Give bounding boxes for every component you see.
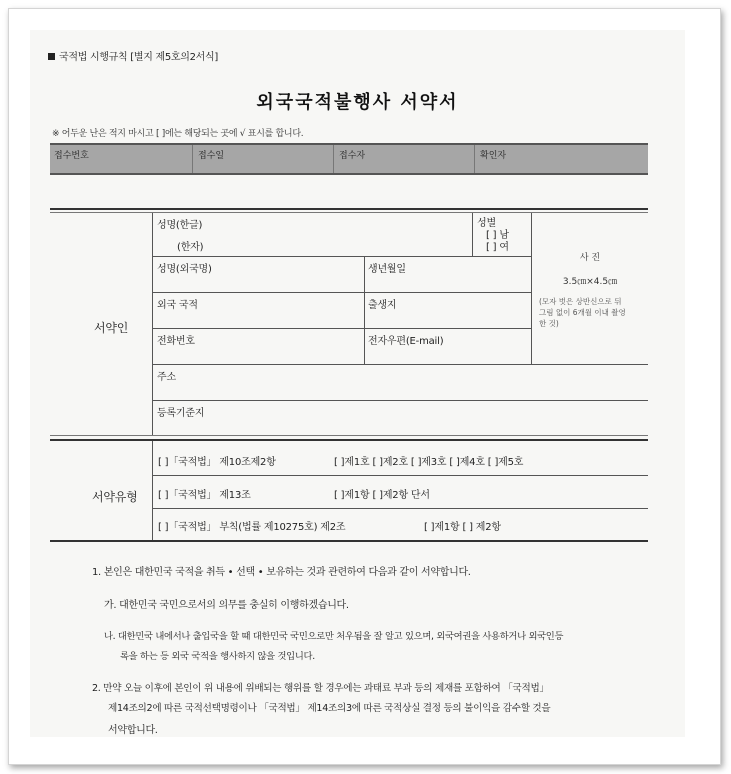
birthplace-label: 출생지 (368, 300, 397, 311)
name-hanja-label: (한자) (177, 242, 204, 253)
row-divider (152, 475, 648, 476)
form-reference: 국적법 시행규칙 [별지 제5호의2서식] (48, 48, 218, 63)
pledge-paragraph-2-line-3: 서약합니다. (108, 725, 158, 736)
phone-label: 전화번호 (157, 336, 195, 347)
pledge-item-ga: 가. 대한민국 국민으로서의 의무를 충실히 이행하겠습니다. (104, 600, 349, 611)
pledge-option-addendum[interactable]: [ ]「국적법」 부칙(법률 제10275호) 제2조 (158, 522, 346, 533)
pledger-section-label: 서약인 (94, 321, 129, 335)
row-divider (152, 364, 648, 365)
pledge-item-na-line-2: 록을 하는 등 외국 국적을 행사하지 않을 것입니다. (120, 651, 315, 662)
office-divider (192, 145, 193, 173)
instruction-note: ※ 어두운 난은 적지 마시고 [ ]에는 해당되는 곳에 √ 표시를 합니다. (52, 129, 304, 139)
pledge-paragraph-1: 1. 본인은 대한민국 국적을 취득 • 선택 • 보유하는 것과 관련하여 다음과 같이 서약합니다. (92, 567, 471, 578)
middle-column-divider (364, 256, 365, 364)
row-divider (152, 256, 532, 257)
sex-female-checkbox[interactable]: [ ] 여 (486, 242, 509, 253)
square-bullet-icon (48, 53, 55, 60)
receipt-date-label: 접수일 (198, 151, 225, 161)
pledge-option-article-13[interactable]: [ ]「국적법」 제13조 (158, 490, 251, 501)
table-rule-bottom (50, 540, 648, 542)
row-divider (152, 292, 532, 293)
document-title: 외국국적불행사 서약서 (256, 92, 459, 113)
section-rule (50, 435, 648, 436)
sex-label: 성별 (477, 218, 496, 229)
photo-note-line-2: 그림 없이 6개월 이내 촬영 (539, 308, 626, 317)
pledge-type-section-label: 서약유형 (92, 490, 138, 504)
birth-date-label: 생년월일 (368, 264, 406, 275)
row-divider (152, 508, 648, 509)
row-divider (152, 400, 648, 401)
pledge-option-article-10-items[interactable]: [ ]제1호 [ ]제2호 [ ]제3호 [ ]제4호 [ ]제5호 (334, 457, 524, 468)
row-divider (152, 328, 532, 329)
office-divider (474, 145, 475, 173)
receipt-number-label: 접수번호 (54, 151, 89, 161)
office-divider (333, 145, 334, 173)
address-label: 주소 (157, 372, 176, 383)
sex-column-divider (472, 213, 473, 257)
section-label-divider (152, 441, 153, 541)
table-rule-top-inner (50, 212, 648, 213)
confirmer-label: 확인자 (480, 151, 507, 161)
section-label-divider (152, 213, 153, 435)
email-label: 전자우편(E-mail) (368, 336, 444, 347)
pledge-option-addendum-items[interactable]: [ ]제1항 [ ] 제2항 (424, 522, 501, 533)
name-foreign-label: 성명(외국명) (157, 264, 212, 275)
pledge-paragraph-2-line-1: 2. 만약 오늘 이후에 본인이 위 내용에 위배되는 행위를 할 경우에는 과태료 부과 등의 제재를 포함하여 「국적법」 (92, 683, 549, 694)
photo-size: 3.5㎝×4.5㎝ (562, 277, 618, 287)
pledge-option-article-13-items[interactable]: [ ]제1항 [ ]제2항 단서 (334, 490, 430, 501)
photo-title: 사 진 (579, 253, 601, 263)
photo-note-line-1: (모자 벗은 상반신으로 뒤 (539, 297, 622, 306)
photo-note-line-3: 한 것) (539, 319, 559, 328)
pledge-item-na-line-1: 나. 대한민국 내에서나 출입국을 할 때 대한민국 국민으로만 처우됨을 잘 알고 있으며, 외국여권을 사용하거나 외국인등 (104, 631, 564, 642)
office-use-row (50, 143, 648, 175)
section-rule-thick (50, 439, 648, 441)
pledge-option-article-10[interactable]: [ ]「국적법」 제10조제2항 (158, 457, 276, 468)
photo-column-divider (531, 213, 532, 364)
registry-label: 등록기준지 (157, 408, 205, 419)
table-rule-top (50, 208, 648, 210)
foreign-nationality-label: 외국 국적 (157, 300, 198, 311)
name-korean-label: 성명(한글) (157, 220, 203, 231)
receiver-label: 접수자 (339, 151, 366, 161)
pledge-paragraph-2-line-2: 제14조의2에 따른 국적선택명령이나 「국적법」 제14조의3에 따른 국적상실 결정 등의 불이익을 감수할 것을 (108, 703, 551, 714)
sex-male-checkbox[interactable]: [ ] 남 (486, 230, 509, 241)
